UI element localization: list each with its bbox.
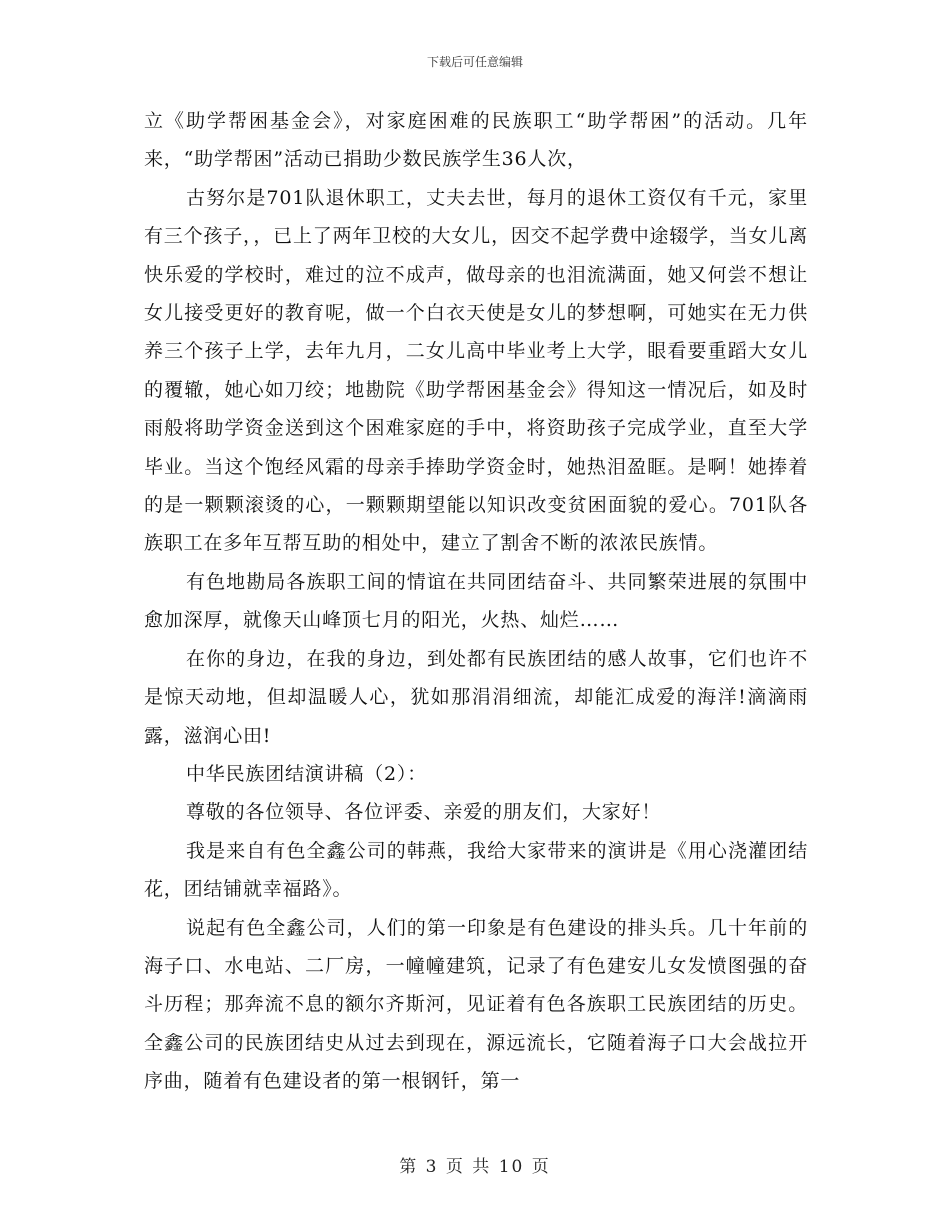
paragraph-8: 说起有色全鑫公司，人们的第一印象是有色建设的排头兵。几十年前的海子口、水电站、二厂房，一幢幢建筑，记录了有色建安儿女发愤图强的奋斗历程；那奔流不息的额尔齐斯河，见证着有色各族职工民族团结的历史。全鑫公司的民族团结史从过去到现在，源远流长，它随着海子口大会战拉开序曲，随着有色建设者的第一根钢钎，第一 [144, 916, 808, 1093]
paragraph-7: 我是来自有色全鑫公司的韩燕，我给大家带来的演讲是《用心浇灌团结花，团结铺就幸福路》。 [144, 839, 808, 901]
paragraph-4: 在你的身边，在我的身边，到处都有民族团结的感人故事，它们也许不是惊天动地，但却温暖人心，犹如那涓涓细流，却能汇成爱的海洋!滴滴雨露，滋润心田! [144, 647, 808, 747]
document-body [144, 102, 808, 1101]
paragraph-1: 立《助学帮困基金会》，对家庭困难的民族职工“助学帮困”的活动。几年来，“助学帮困”活动已捐助少数民族学生36人次， [144, 110, 808, 171]
greeting-paragraph: 尊敬的各位领导、各位评委、亲爱的朋友们，大家好！ [186, 801, 662, 824]
section-heading: 中华民族团结演讲稿（2）： [186, 762, 427, 785]
paragraph-3: 有色地勘局各族职工间的情谊在共同团结奋斗、共同繁荣进展的氛围中愈加深厚，就像天山峰顶七月的阳光，火热、灿烂…… [144, 570, 808, 632]
page-header: 下载后可任意编辑 [426, 55, 523, 69]
paragraph-2: 古努尔是701队退休职工，丈夫去世，每月的退休工资仅有千元，家里有三个孩子，，已上了两年卫校的大女儿，因交不起学费中途辍学，当女儿离快乐爱的学校时，难过的泣不成声，做母亲的也泪流满面，她又何尝不想让女儿接受更好的教育呢，做一个白衣天使是女儿的梦想啊，可她实在无力供养三个孩子上学，去年九月，二女儿高中毕业考上大学，眼看要重蹈大女儿的覆辙，她心如刀绞；地勘院《助学帮困基金会》得知这一情况后，如及时雨般将助学资金送到这个困难家庭的手中，将资助孩子完成学业，直至大学毕业。当这个饱经风霜的母亲手捧助学资金时，她热泪盈眶。是啊！她捧着的是一颗颗滚烫的心，一颗颗期望能以知识改变贫困面貌的爱心。701队各族职工在多年互帮互助的相处中，建立了割舍不断的浓浓民族情。 [144, 186, 808, 555]
page-number-footer: 第 3 页 共 10 页 [399, 1157, 551, 1177]
